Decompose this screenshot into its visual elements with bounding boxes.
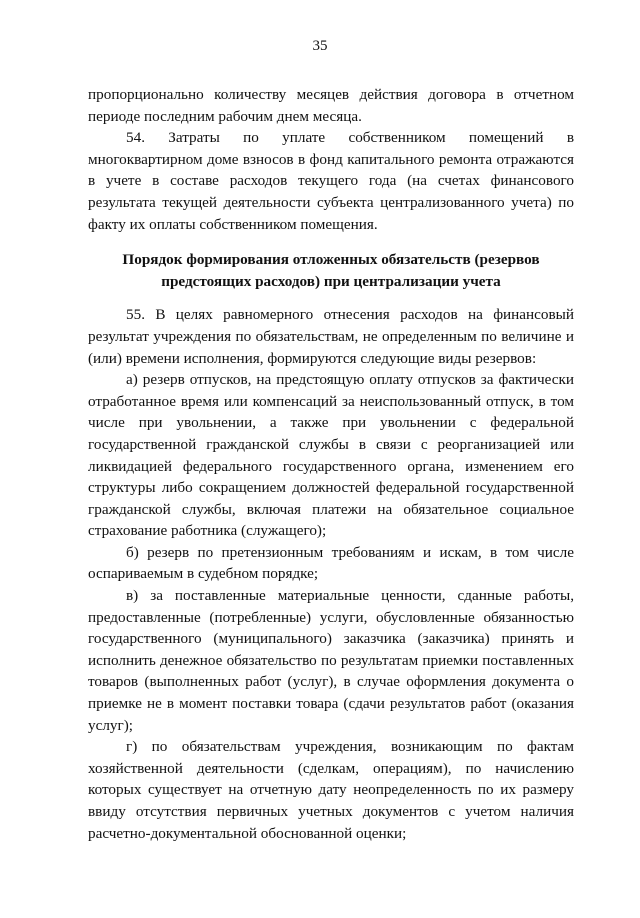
- page-number: 35: [312, 38, 328, 54]
- list-item-g: г) по обязательствам учреждения, возникающим по фактам хозяйственной деятельности (сделкам, операциям), по начислению которых существует на отчетную дату неопределенность по их размеру ввиду отсутствия первичных учетных документов с учетом наличия расчетно-документальной обоснованной оценки;: [88, 738, 574, 842]
- list-item-a: а) резерв отпусков, на предстоящую оплату отпусков за фактически отработанное время или компенсаций за неиспользованный отпуск, в том числе при увольнении, а также при увольнении с федеральной государственной гражданской службы в связи с реорганизацией или ликвидацией федерального государственного органа, изменением его структуры либо сокращением должностей федеральной государственной гражданской службы, включая платежи на обязательное социальное страхование работника (служащего);: [88, 371, 574, 540]
- continuation-paragraph: пропорционально количеству месяцев действия договора в отчетном периоде последним рабочим днем месяца.: [88, 86, 574, 125]
- paragraph-55: 55. В целях равномерного отнесения расходов на финансовый результат учреждения по обязательствам, не определенным по величине и (или) времени исполнения, формируются следующие виды резервов:: [88, 306, 574, 367]
- list-item-v: в) за поставленные материальные ценности, сданные работы, предоставленные (потребленные) услуги, обусловленные обязанностью государственного (муниципального) заказчика (заказчика) принять и исполнить денежное обязательство по результатам приемки поставленных товаров (выполненных работ (услуг), в случае оформления документа о приемке не в момент поставки товара (сдачи результатов работ (оказания услуг);: [88, 587, 574, 734]
- section-heading-line-1: Порядок формирования отложенных обязательств (резервов: [122, 251, 540, 269]
- list-item-b: б) резерв по претензионным требованиям и искам, в том числе оспариваемым в судебном порядке;: [88, 543, 574, 583]
- paragraph-54: 54. Затраты по уплате собственником помещений в многоквартирном доме взносов в фонд капитального ремонта отражаются в учете в составе расходов текущего года (на счетах финансового результата текущей деятельности субъекта централизованного учета) по факту их оплаты собственником помещения.: [88, 129, 574, 233]
- section-heading-line-2: предстоящих расходов) при централизации учета: [161, 272, 501, 290]
- section-heading: [88, 249, 574, 292]
- document-body: [88, 84, 574, 844]
